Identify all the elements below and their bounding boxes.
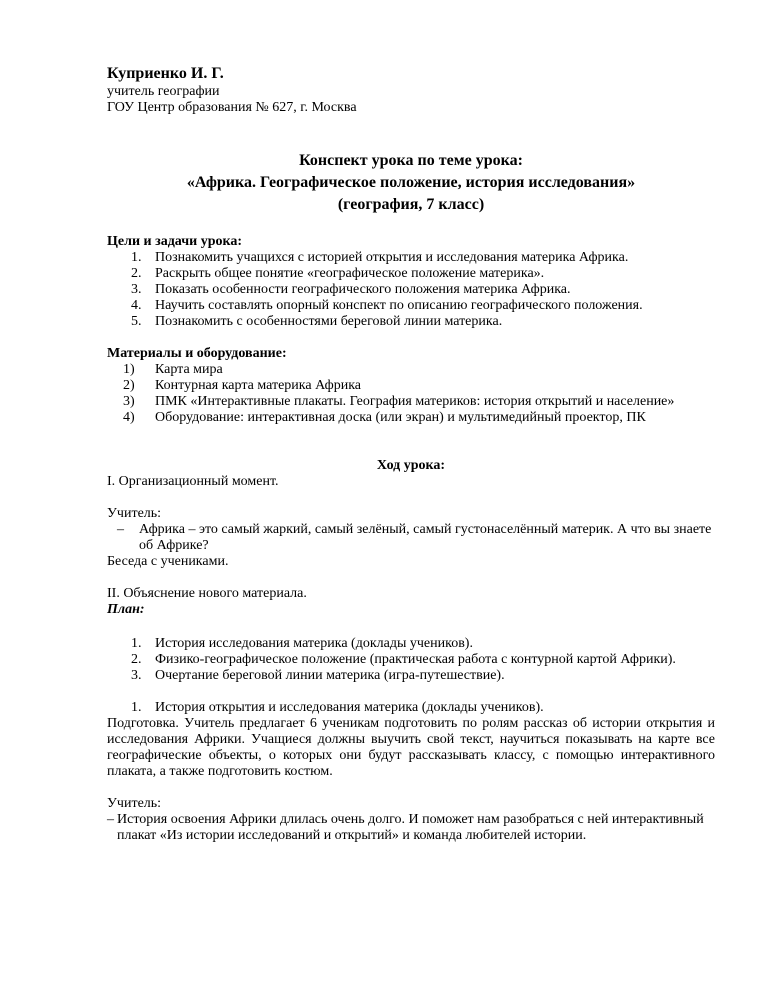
document-title: [107, 150, 715, 216]
list-number: 1.: [131, 636, 142, 651]
list-text: Оборудование: интерактивная доска (или экран) и мультимедийный проектор, ПК: [155, 410, 646, 425]
preparation-paragraph: Подготовка. Учитель предлагает 6 ученикам подготовить по ролям рассказ об истории открытия и исследования Африки. Учащиеся должны выучить свой текст, научиться показывать на карте все географические объекты, о которых они будут рассказывать классу, с помощью интерактивного плаката, а также подготовить костюм.: [107, 716, 715, 779]
title-line-2: «Африка. Географическое положение, история исследования»: [186, 174, 636, 191]
conversation-note: Беседа с учениками.: [107, 554, 229, 569]
list-text: История открытия и исследования материка (доклады учеников).: [155, 700, 544, 715]
goals-section: [107, 234, 715, 330]
dash-mark: –: [107, 812, 114, 827]
title-line-1: Конспект урока по теме урока:: [299, 152, 523, 169]
list-text: Очертание береговой линии материка (игра-путешествие).: [155, 668, 505, 683]
list-text: Познакомить с особенностями береговой линии материка.: [155, 314, 503, 329]
list-number: 1.: [131, 700, 142, 715]
list-item: [107, 410, 715, 426]
list-text: История исследования материка (доклады учеников).: [155, 636, 473, 651]
list-item: [107, 282, 715, 298]
list-item: [107, 378, 715, 394]
list-item: [107, 668, 715, 684]
list-number: 1): [123, 362, 135, 377]
list-number: 4): [123, 410, 135, 425]
list-number: 2): [123, 378, 135, 393]
teacher-quote: [107, 522, 715, 554]
quote-text: Африка – это самый жаркий, самый зелёный, самый густонаселённый материк. А что вы знаете об Африке?: [139, 522, 712, 553]
list-item: [107, 314, 715, 330]
author-name: Куприенко И. Г.: [107, 65, 224, 82]
list-item: [107, 298, 715, 314]
materials-section: [107, 346, 715, 426]
list-number: 2.: [131, 266, 142, 281]
teacher-quote-2: [107, 812, 715, 844]
list-text: Контурная карта материка Африка: [155, 378, 362, 393]
list-text: Раскрыть общее понятие «географическое положение материка».: [155, 266, 545, 281]
list-item: [107, 394, 715, 410]
list-number: 3.: [131, 282, 142, 297]
list-number: 4.: [131, 298, 142, 313]
list-number: 2.: [131, 652, 142, 667]
list-item: [107, 250, 715, 266]
list-text: Показать особенности географического положения материка Африка.: [155, 282, 571, 297]
author-organization: ГОУ Центр образования № 627, г. Москва: [107, 100, 357, 115]
stage-2: II. Объяснение нового материала.: [107, 586, 307, 601]
goals-heading: Цели и задачи урока:: [107, 234, 243, 249]
lesson-heading: Ход урока:: [376, 458, 446, 473]
list-item: [107, 652, 715, 668]
list-text: ПМК «Интерактивные плакаты. География материков: история открытий и население»: [155, 394, 675, 409]
document-page: [107, 64, 715, 844]
teacher-label-2: Учитель:: [107, 796, 162, 811]
list-number: 1.: [131, 250, 142, 265]
list-item: [107, 636, 715, 652]
list-text: Познакомить учащихся с историей открытия и исследования материка Африка.: [155, 250, 629, 265]
list-text: Карта мира: [155, 362, 223, 377]
materials-list: [107, 362, 715, 426]
title-line-3: (география, 7 класс): [337, 196, 485, 213]
teacher-label: Учитель:: [107, 506, 162, 521]
lesson-section: [107, 458, 715, 844]
plan-heading: План:: [107, 602, 145, 617]
quote-text: История освоения Африки длилась очень долго. И поможет нам разобраться с ней интерактивный плакат «Из истории исследований и открытий» и команда любителей истории.: [117, 812, 704, 843]
list-number: 5.: [131, 314, 142, 329]
materials-heading: Материалы и оборудование:: [107, 346, 287, 361]
dash-mark: –: [117, 522, 124, 537]
list-text: Научить составлять опорный конспект по описанию географического положения.: [155, 298, 643, 313]
goals-list: [107, 250, 715, 330]
plan-list: [107, 636, 715, 684]
author-position: учитель географии: [107, 84, 220, 99]
list-number: 3): [123, 394, 135, 409]
part-1-title: [107, 700, 715, 716]
list-item: [107, 266, 715, 282]
list-item: [107, 362, 715, 378]
list-text: Физико-географическое положение (практическая работа с контурной картой Африки).: [155, 652, 676, 667]
stage-1: I. Организационный момент.: [107, 474, 279, 489]
list-number: 3.: [131, 668, 142, 683]
